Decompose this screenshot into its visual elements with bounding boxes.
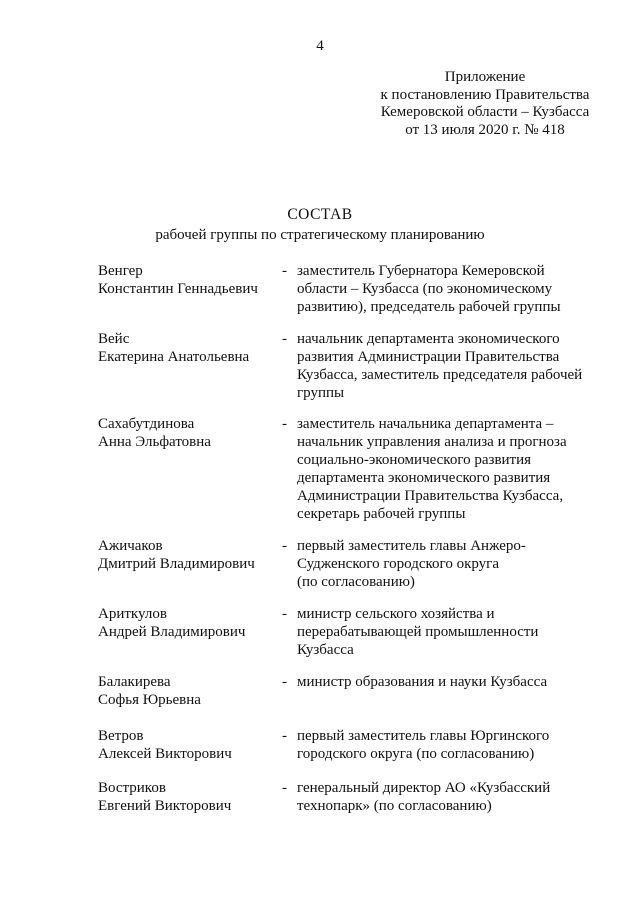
description-line: министр образования и науки Кузбасса [297, 674, 548, 690]
description-line: Кузбасса [297, 642, 354, 658]
description-line: технопарк» (по согласованию) [297, 798, 492, 814]
appendix-line: Приложение [444, 69, 526, 85]
member-dash: - [282, 538, 287, 554]
member-name [98, 415, 278, 451]
member-dash: - [282, 416, 287, 432]
description-line: развития Администрации Правительства [297, 349, 560, 365]
description-line: первый заместитель главы Юргинского [297, 728, 550, 744]
member-given-name: Евгений Викторович [98, 798, 232, 814]
member-given-name: Алексей Викторович [98, 746, 232, 762]
member-name [98, 330, 278, 366]
member-description [297, 537, 597, 591]
member-description [297, 605, 597, 659]
description-line: начальник департамента экономического [297, 331, 560, 347]
description-line: социально-экономического развития [297, 452, 532, 468]
document-title: СОСТАВ [287, 206, 353, 223]
description-line: Судженского городского округа [297, 556, 499, 572]
member-given-name: Константин Геннадьевич [98, 281, 258, 297]
member-description [297, 673, 597, 691]
member-description [297, 415, 597, 523]
member-surname: Востриков [98, 780, 166, 796]
description-line: Администрации Правительства Кузбасса, [297, 488, 564, 504]
member-dash: - [282, 606, 287, 622]
member-dash: - [282, 674, 287, 690]
description-line: начальник управления анализа и прогноза [297, 434, 567, 450]
description-line: первый заместитель главы Анжеро- [297, 538, 526, 554]
member-given-name: Екатерина Анатольевна [98, 349, 250, 365]
member-given-name: Софья Юрьевна [98, 692, 201, 708]
member-description [297, 330, 597, 402]
member-given-name: Дмитрий Владимирович [98, 556, 255, 572]
description-line: группы [297, 385, 345, 401]
member-surname: Ариткулов [98, 606, 167, 622]
member-description [297, 727, 597, 763]
member-surname: Сахабутдинова [98, 416, 195, 432]
member-name [98, 779, 278, 815]
member-dash: - [282, 728, 287, 744]
appendix-line: к постановлению Правительства [380, 86, 590, 103]
member-surname: Вейс [98, 331, 130, 347]
description-line: генеральный директор АО «Кузбасский [297, 780, 551, 796]
member-name [98, 673, 278, 709]
member-given-name: Андрей Владимирович [98, 624, 246, 640]
document-subtitle: рабочей группы по стратегическому планированию [155, 227, 485, 243]
member-dash: - [282, 331, 287, 347]
member-name [98, 537, 278, 573]
member-dash: - [282, 263, 287, 279]
description-line: городского округа (по согласованию) [297, 746, 535, 762]
member-given-name: Анна Эльфатовна [98, 434, 211, 450]
member-name [98, 727, 278, 763]
member-surname: Венгер [98, 263, 143, 279]
member-surname: Ажичаков [98, 538, 163, 554]
description-line: Кузбасса, заместитель председателя рабочей [297, 367, 583, 383]
appendix-header [370, 69, 600, 139]
description-line: министр сельского хозяйства и [297, 606, 495, 622]
description-line: перерабатывающей промышленности [297, 624, 539, 640]
appendix-line: Кемеровской области – Кузбасса [380, 104, 590, 120]
description-line: области – Кузбасса (по экономическому [297, 281, 553, 297]
description-line: развитию), председатель рабочей группы [297, 299, 561, 315]
page-number: 4 [316, 38, 324, 54]
member-surname: Балакирева [98, 674, 171, 690]
description-line: секретарь рабочей группы [297, 506, 466, 522]
member-dash: - [282, 780, 287, 796]
description-line: (по согласованию) [297, 574, 415, 590]
member-name [98, 262, 278, 298]
member-name [98, 605, 278, 641]
member-description [297, 779, 597, 815]
member-surname: Ветров [98, 728, 144, 744]
description-line: заместитель начальника департамента – [297, 416, 554, 432]
description-line: департамента экономического развития [297, 470, 551, 486]
member-description [297, 262, 597, 316]
appendix-line: от 13 июля 2020 г. № 418 [405, 121, 565, 138]
description-line: заместитель Губернатора Кемеровской [297, 263, 545, 279]
